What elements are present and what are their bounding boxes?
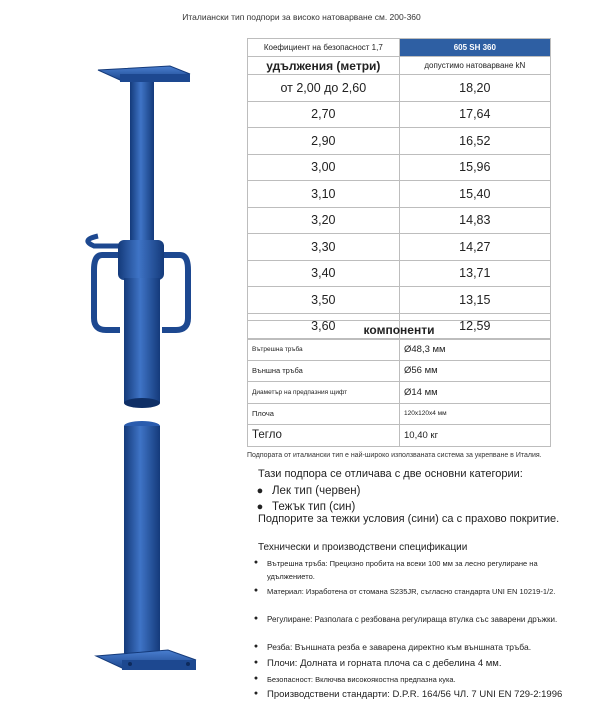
load-table	[247, 38, 551, 340]
extension-cell: 3,20	[248, 207, 400, 234]
table-row	[248, 207, 551, 234]
list-item	[245, 641, 575, 657]
load-header: допустимо натоварване kN	[399, 57, 550, 75]
table-row	[248, 234, 551, 261]
specs-title: Технически и производствени спецификации	[258, 542, 468, 553]
category-list	[248, 483, 360, 515]
extension-cell: от 2,00 до 2,60	[248, 75, 400, 102]
bullet-icon: ●	[253, 690, 259, 697]
page-title: Италиански тип подпори за високо натоварване см. 200-360	[182, 12, 421, 22]
list-item	[245, 613, 575, 641]
table-row	[248, 128, 551, 155]
component-name: Тегло	[248, 425, 400, 447]
bullet-icon: ●	[253, 675, 259, 682]
intro-text: Тази подпора се отличава с две основни категории:	[258, 468, 523, 480]
spec-text: Резба: Външната резба е заварена директно към външната тръба.	[267, 642, 532, 652]
component-name: Диаметър на предпазния щифт	[248, 382, 400, 404]
extension-cell: 3,10	[248, 181, 400, 208]
steel-prop-image	[60, 60, 230, 690]
extension-cell: 3,60	[248, 313, 400, 340]
component-value: 120x120x4 мм	[400, 403, 551, 425]
list-item	[245, 673, 575, 688]
load-cell: 15,40	[399, 181, 550, 208]
specs-list	[245, 557, 575, 704]
coating-text: Подпорите за тежки условия (сини) са с прахово покритие.	[258, 513, 560, 525]
list-item	[245, 585, 575, 613]
load-cell: 12,59	[399, 313, 550, 340]
spec-text: Безопасност: Включва високоякостна предпазна кука.	[267, 675, 456, 684]
table-row	[248, 154, 551, 181]
extension-cell: 3,50	[248, 287, 400, 314]
spec-text: Производствени стандарти: D.P.R. 164/56 ЧЛ. 7 UNI EN 729-2:1996	[267, 689, 563, 700]
table-row	[248, 339, 551, 361]
load-cell: 16,52	[399, 128, 550, 155]
component-value: Ø56 мм	[400, 360, 551, 382]
table-row	[248, 287, 551, 314]
load-cell: 14,83	[399, 207, 550, 234]
spec-text: Материал: Изработена от стомана S235JR, съгласно стандарта UNI EN 10219-1/2.	[267, 587, 556, 596]
bullet-icon: ●	[253, 659, 259, 666]
extension-cell: 2,70	[248, 101, 400, 128]
table-row	[248, 382, 551, 404]
table-row	[248, 101, 551, 128]
bullet-icon: ●	[256, 501, 264, 513]
table-row	[248, 260, 551, 287]
load-cell: 14,27	[399, 234, 550, 261]
component-value: 10,40 кг	[400, 425, 551, 447]
load-cell: 13,71	[399, 260, 550, 287]
extension-cell: 3,40	[248, 260, 400, 287]
load-cell: 18,20	[399, 75, 550, 102]
table-row	[248, 425, 551, 447]
table-row	[248, 360, 551, 382]
bullet-icon: ●	[253, 615, 259, 622]
components-title: компоненти	[248, 321, 551, 339]
components-table	[247, 320, 551, 447]
spec-text: Вътрешна тръба: Прецизно пробита на всеки 100 мм за лесно регулиране на удължението.	[267, 559, 538, 581]
table-row	[248, 403, 551, 425]
list-item	[245, 557, 575, 585]
category-label: Тежък тип (син)	[272, 501, 356, 513]
component-value: Ø48,3 мм	[400, 339, 551, 361]
extension-cell: 3,30	[248, 234, 400, 261]
caption: Подпората от италиански тип е най-широко използваната система за укрепване в Италия.	[247, 452, 542, 459]
extension-cell: 2,90	[248, 128, 400, 155]
load-cell: 15,96	[399, 154, 550, 181]
spec-text: Плочи: Долната и горната плоча са с дебелина 4 мм.	[267, 658, 502, 669]
component-value: Ø14 мм	[400, 382, 551, 404]
list-item	[245, 688, 575, 704]
bullet-icon: ●	[253, 643, 259, 650]
table-row	[248, 181, 551, 208]
list-item	[245, 657, 575, 673]
component-name: Плоча	[248, 403, 400, 425]
category-label: Лек тип (червен)	[272, 485, 361, 497]
model-name: 605 SH 360	[399, 39, 550, 57]
list-item	[248, 483, 360, 499]
spec-text: Регулиране: Разполага с резбована регулираща втулка със заварени дръжки.	[267, 615, 558, 624]
bullet-icon: ●	[253, 559, 259, 566]
extension-header: удължения (метри)	[248, 57, 400, 75]
safety-factor: Коефициент на безопасност 1,7	[248, 39, 400, 57]
component-name: Вътрешна тръба	[248, 339, 400, 361]
table-row	[248, 75, 551, 102]
extension-cell: 3,00	[248, 154, 400, 181]
bullet-icon: ●	[256, 485, 264, 497]
load-cell: 13,15	[399, 287, 550, 314]
component-name: Външна тръба	[248, 360, 400, 382]
load-cell: 17,64	[399, 101, 550, 128]
bullet-icon: ●	[253, 587, 259, 594]
